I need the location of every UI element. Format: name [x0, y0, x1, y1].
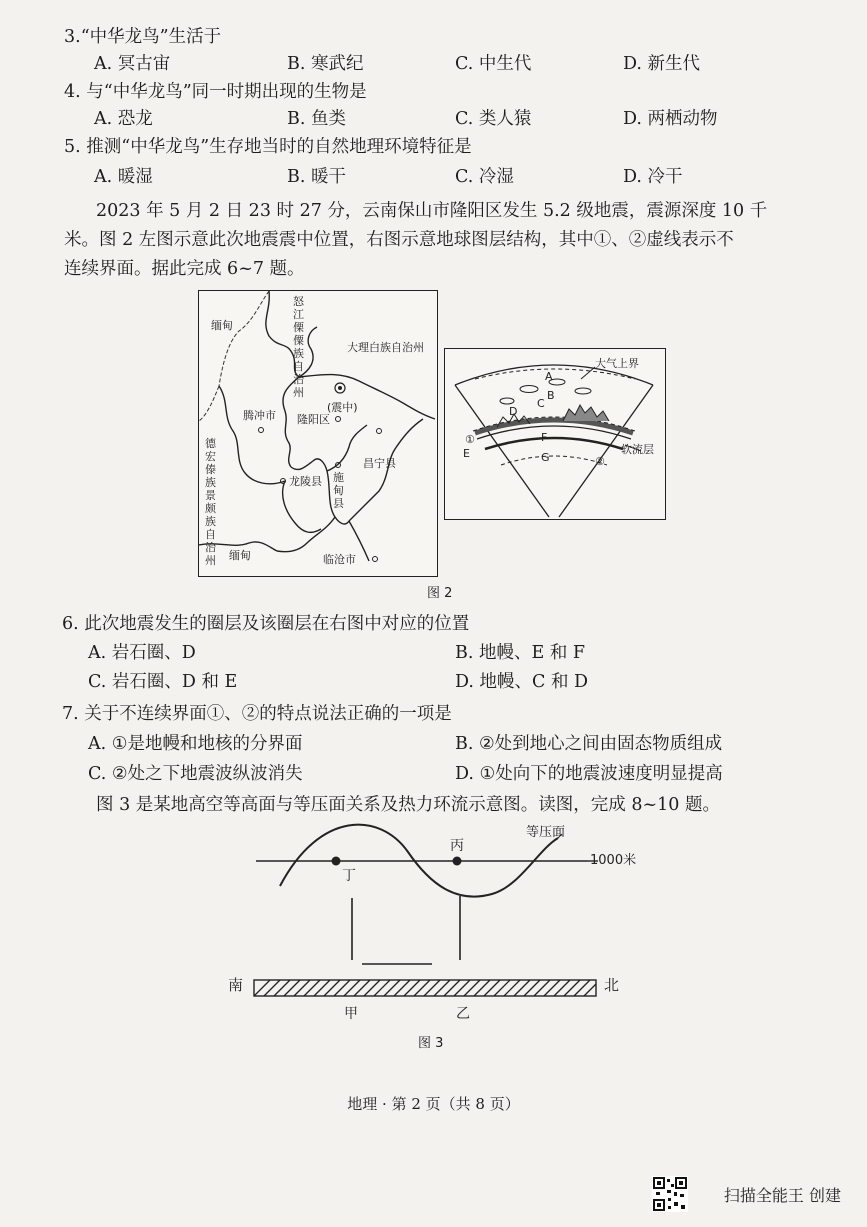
- map-label-epicenter: (震中): [327, 401, 358, 414]
- map-label-dehong: 德宏傣族景颇族自治州: [205, 437, 216, 567]
- q5-stem: 5. 推测“中华龙鸟”生存地当时的自然地理环境特征是: [64, 137, 472, 157]
- map-label-tengchong: 腾冲市: [243, 409, 276, 422]
- map-label-shidian: 施甸县: [333, 471, 344, 510]
- map-label-lincang: 临沧市: [323, 553, 356, 566]
- q4-option-b: B. 鱼类: [287, 109, 346, 129]
- q5-option-d: D. 冷干: [623, 167, 683, 187]
- q4-option-c: C. 类人猿: [455, 109, 532, 129]
- q5-option-c: C. 冷湿: [455, 167, 514, 187]
- layer-label-a: A: [545, 370, 553, 383]
- q3-stem: 3.“中华龙鸟”生活于: [64, 27, 222, 47]
- figure2-layers: [444, 348, 666, 520]
- q7-option-a: A. ①是地幔和地核的分界面: [88, 734, 303, 754]
- q4-option-a: A. 恐龙: [94, 109, 153, 129]
- map-label-changning: 昌宁县: [363, 457, 396, 470]
- q6-option-b: B. 地幔、E 和 F: [455, 643, 586, 663]
- q3-option-d: D. 新生代: [623, 54, 701, 74]
- map-label-longyang: 隆阳区: [297, 413, 330, 426]
- layer-label-upper-boundary: 大气上界: [595, 357, 639, 370]
- q5-option-b: B. 暖干: [287, 167, 346, 187]
- fig3-point-yi: 乙: [456, 1006, 470, 1022]
- fig3-point-bing: 丙: [450, 838, 464, 854]
- fig3-point-ding: 丁: [342, 868, 356, 884]
- map-label-myanmar-north: 缅甸: [211, 319, 233, 332]
- layer-label-d: D: [509, 405, 518, 418]
- layer-label-c: C: [537, 397, 545, 410]
- figure2-caption: 图 2: [427, 586, 453, 601]
- q6-option-d: D. 地幔、C 和 D: [455, 672, 589, 692]
- q6-option-a: A. 岩石圈、D: [88, 643, 196, 663]
- q7-stem: 7. 关于不连续界面①、②的特点说法正确的一项是: [62, 704, 452, 724]
- figure3-diagram: [220, 822, 640, 1054]
- fig3-isobar-label: 等压面: [526, 825, 566, 840]
- layer-label-e: E: [463, 447, 470, 460]
- fig3-direction-south: 南: [228, 976, 244, 994]
- q3-option-b: B. 寒武纪: [287, 54, 364, 74]
- scanner-brand-label: 扫描全能王 创建: [723, 1186, 841, 1205]
- layer-label-f: F: [541, 431, 548, 444]
- map-label-nujiang: 怒江傈僳族自治州: [293, 295, 304, 399]
- passage1-line3: 连续界面。据此完成 6~7 题。: [64, 259, 305, 279]
- page-footer: 地理 · 第 2 页（共 8 页）: [347, 1095, 520, 1113]
- q6-stem: 6. 此次地震发生的圈层及该圈层在右图中对应的位置: [62, 614, 470, 634]
- figure3-caption: 图 3: [418, 1036, 444, 1051]
- layer-marker-2: ②: [595, 455, 605, 468]
- q4-stem: 4. 与“中华龙鸟”同一时期出现的生物是: [64, 82, 367, 102]
- fig3-point-jia: 甲: [344, 1006, 358, 1022]
- passage1-line1: 2023 年 5 月 2 日 23 时 27 分，云南保山市隆阳区发生 5.2 级地震，震源深度 10 千: [96, 201, 768, 221]
- q7-option-b: B. ②处到地心之间由固态物质组成: [455, 734, 723, 754]
- passage2-line1: 图 3 是某地高空等高面与等压面关系及热力环流示意图。读图，完成 8~10 题。: [96, 795, 720, 815]
- q4-option-d: D. 两栖动物: [623, 109, 718, 129]
- layer-label-asthenosphere: 软流层: [621, 443, 654, 456]
- q3-option-a: A. 冥古宙: [94, 54, 171, 74]
- map-label-longling: 龙陵县: [289, 475, 322, 488]
- q7-option-d: D. ①处向下的地震波速度明显提高: [455, 764, 723, 784]
- qr-code-icon: [652, 1176, 688, 1212]
- fig3-direction-north: 北: [604, 976, 620, 994]
- q7-option-c: C. ②处之下地震波纵波消失: [88, 764, 303, 784]
- layer-label-b: B: [547, 389, 555, 402]
- q5-option-a: A. 暖湿: [94, 167, 153, 187]
- figure2-map: [198, 290, 438, 577]
- fig3-altitude-label: 1000米: [590, 853, 637, 868]
- passage1-line2: 米。图 2 左图示意此次地震震中位置，右图示意地球图层结构，其中①、②虚线表示不: [64, 230, 734, 250]
- layer-label-g: G: [541, 451, 550, 464]
- map-label-dali: 大理白族自治州: [347, 341, 424, 354]
- q3-option-c: C. 中生代: [455, 54, 532, 74]
- q6-option-c: C. 岩石圈、D 和 E: [88, 672, 238, 692]
- layer-marker-1: ①: [465, 433, 475, 446]
- map-label-myanmar-south: 缅甸: [229, 549, 251, 562]
